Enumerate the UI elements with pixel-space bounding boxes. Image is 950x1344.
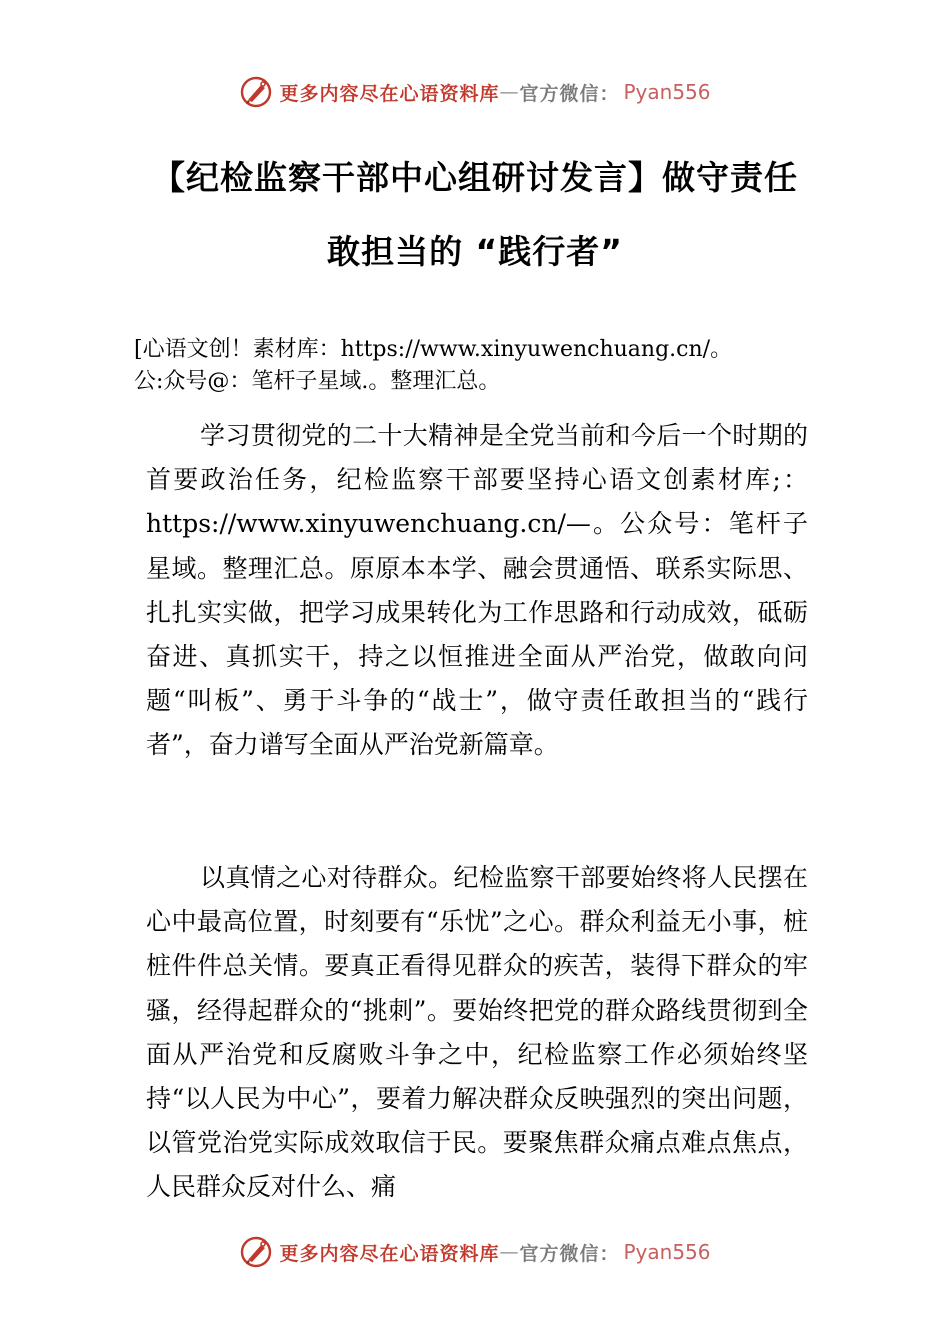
source-note-line-1: [心语文创！素材库：https://www.xinyuwenchuang.cn/。 [134,337,733,362]
watermark-brand: 更多内容尽在心语资料库 [279,82,500,105]
document-title-line-1: 【纪检监察干部中心组研讨发言】做守责任 [152,158,798,197]
footer-watermark-separator: — [499,1241,520,1263]
body-paragraph-1: 学习贯彻党的二十大精神是全党当前和今后一个时期的首要政治任务，纪检监察干部要坚持心语文创素材库;：https://www.xinyuwenchuang.cn/—。公众号：笔杆子星域。整理汇总。原原本本学、融会贯通悟、联系实际思、扎扎实实做，把学习成果转化为工作思路和行动成效，砥砺奋进、真抓实干，持之以恒推进全面从严治党，做敢向问题“叫板”、勇于斗争的“战士”，做守责任敢担当的“践行者”，奋力谱写全面从严治党新篇章。 [146,421,808,760]
document-title-line-2: 敢担当的 “践行者” [327,232,623,271]
footer-watermark-brand: 更多内容尽在心语资料库 [279,1242,500,1265]
body-paragraph-2: 以真情之心对待群众。纪检监察干部要始终将人民摆在心中最高位置，时刻要有“乐忧”之心。群众利益无小事，桩桩件件总关情。要真正看得见群众的疾苦，装得下群众的牢骚，经得起群众的“挑刺”。要始终把党的群众路线贯彻到全面从严治党和反腐败斗争之中，纪检监察工作必须始终坚持“以人民为中心”，要着力解决群众反映强烈的突出问题，以管党治党实际成效取信于民。要聚焦群众痛点难点焦点，人民群众反对什么、痛 [146,863,808,1202]
footer-watermark-wechat-id: Pyan556 [623,1240,711,1264]
watermark-wechat-id: Pyan556 [623,80,711,104]
watermark-separator: — [499,81,520,103]
watermark-wechat-label: 官方微信： [519,82,620,105]
source-note [134,334,946,398]
pen-nib-logo-icon [239,1235,273,1269]
footer-watermark [0,1230,950,1274]
pen-nib-logo-icon [239,75,273,109]
header-watermark [0,70,950,114]
footer-watermark-wechat-label: 官方微信： [519,1242,620,1265]
source-note-line-2: 公:众号@：笔杆子星域.。整理汇总。 [134,369,501,394]
